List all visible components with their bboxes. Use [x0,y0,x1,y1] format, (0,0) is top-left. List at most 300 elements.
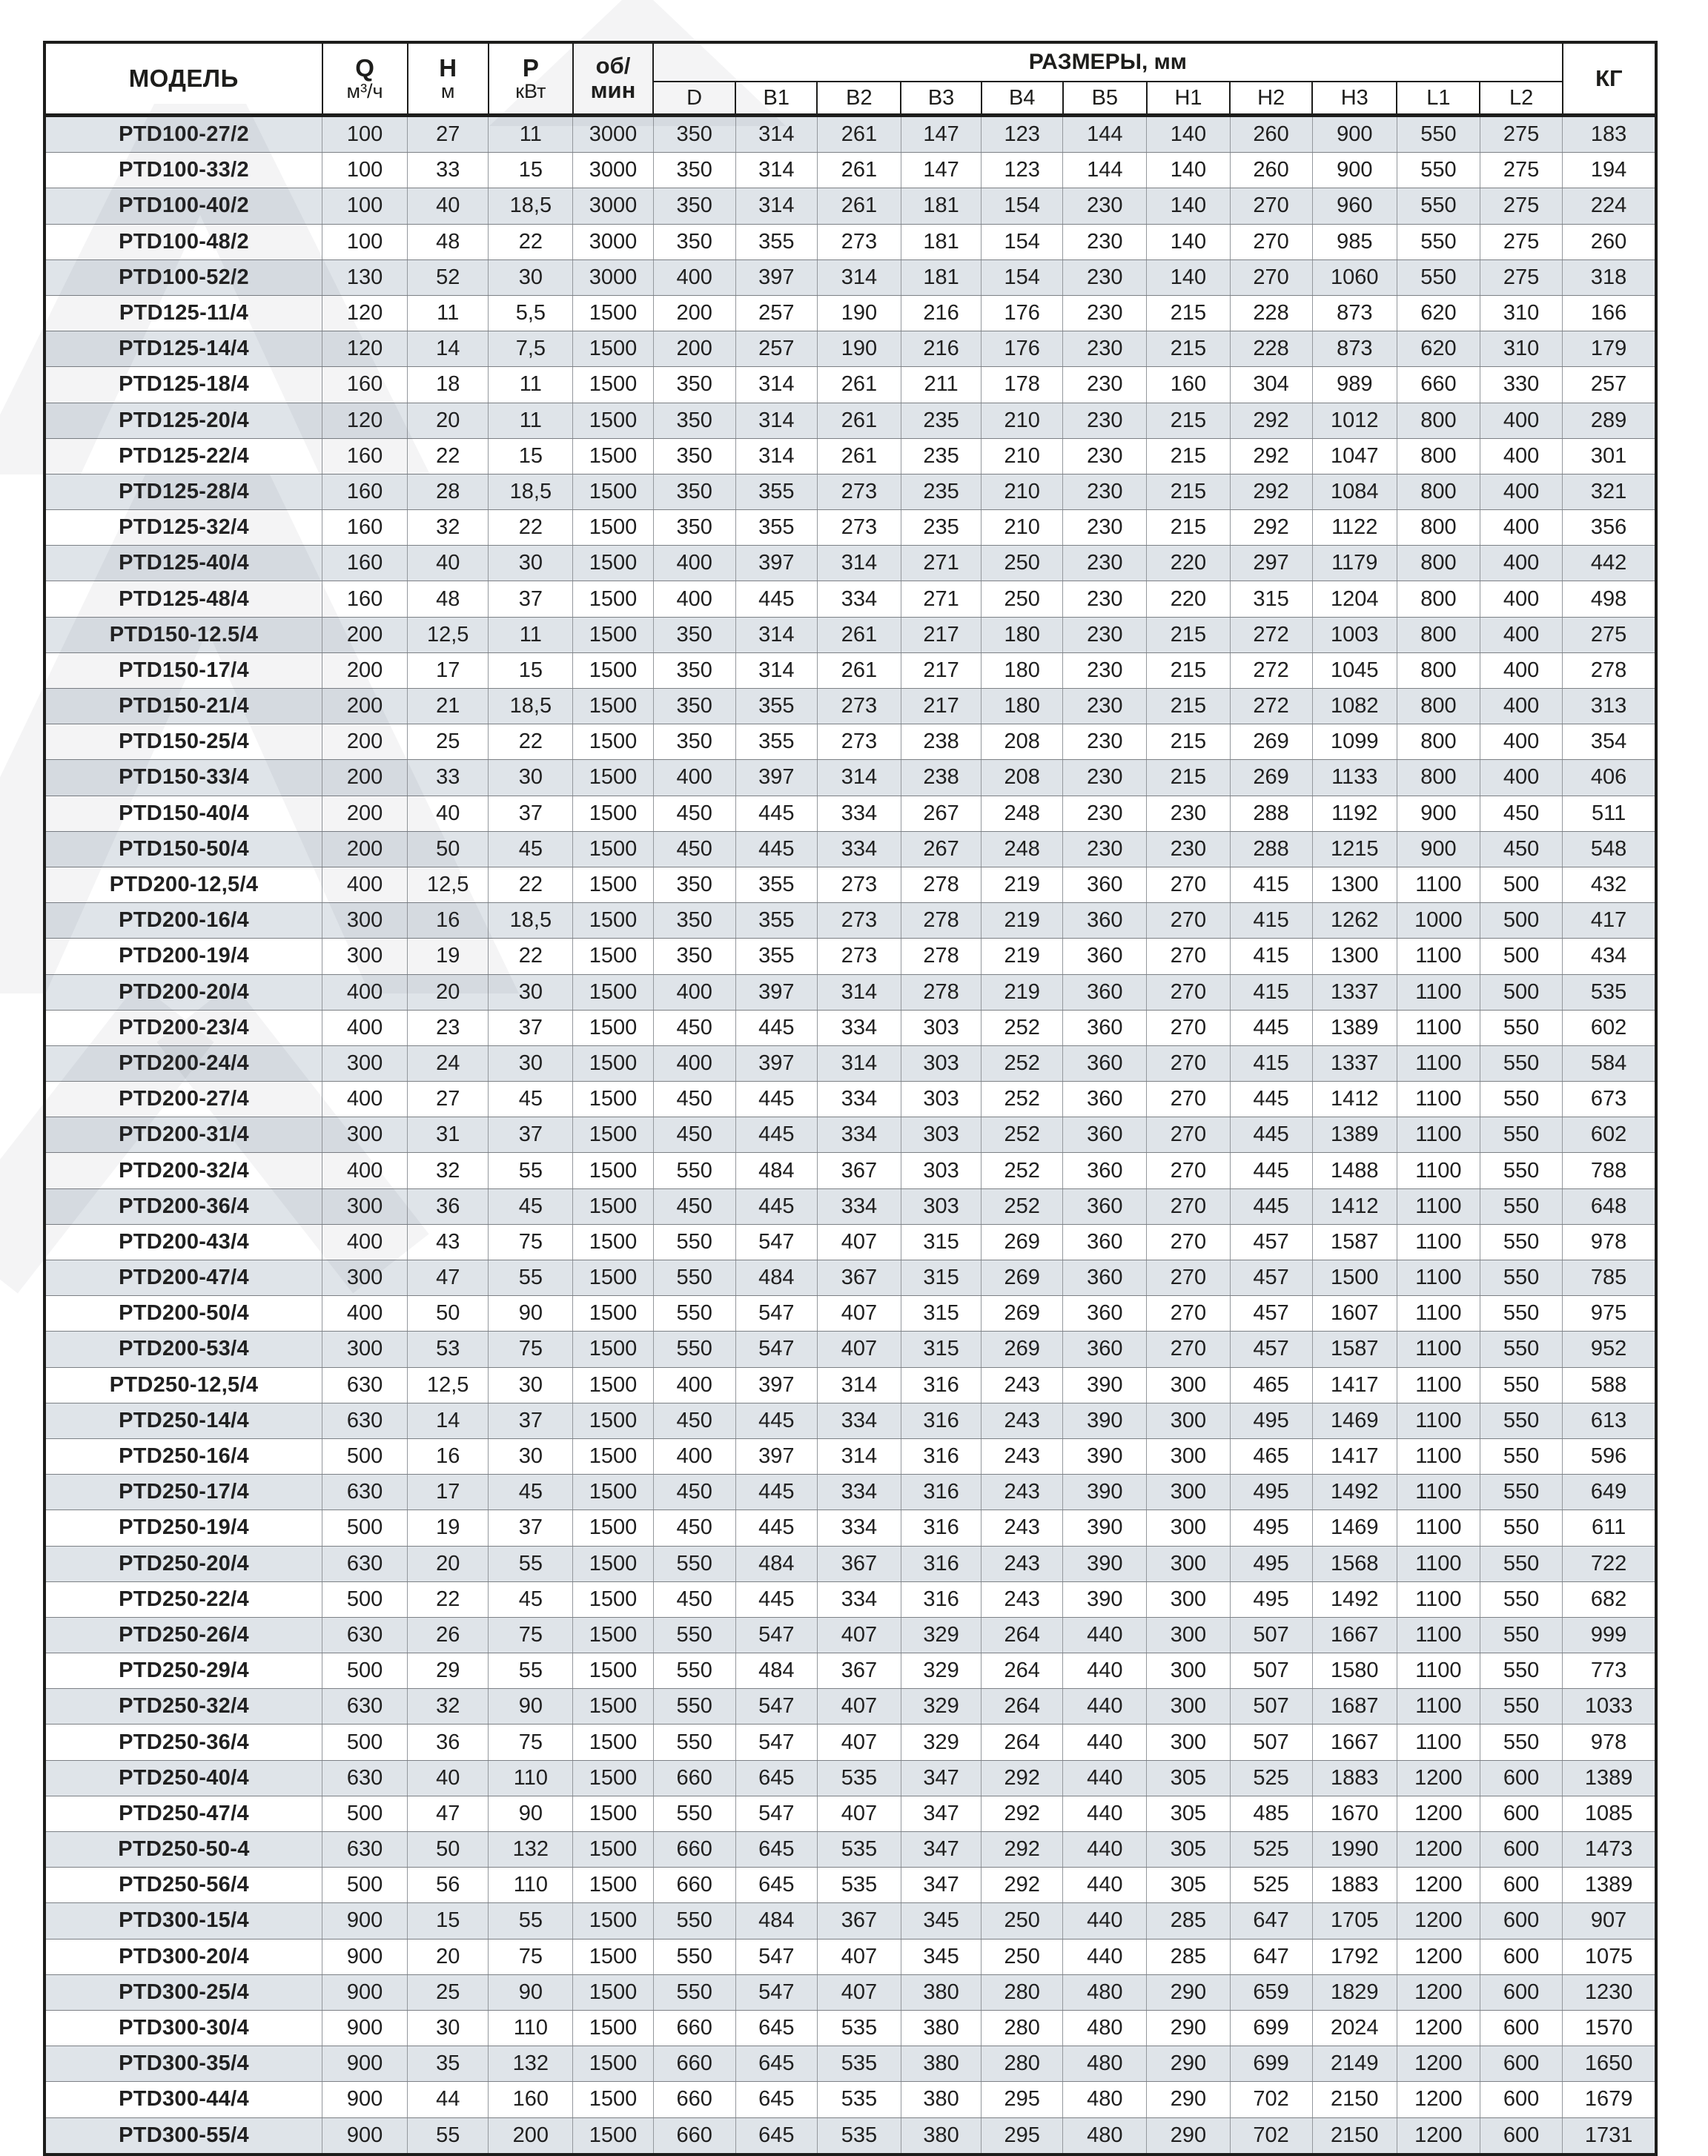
value-cell: 1500 [573,760,653,796]
col-header-d: D [653,82,735,116]
value-cell: 147 [901,116,981,153]
value-cell: 1389 [1563,1760,1656,1796]
value-cell: 498 [1563,581,1656,617]
value-cell: 30 [489,1367,573,1403]
col-header-h3: H3 [1312,82,1397,116]
value-cell: 7,5 [489,331,573,367]
value-cell: 440 [1063,1760,1147,1796]
value-cell: 230 [1063,652,1147,688]
value-cell: 380 [901,2082,981,2117]
value-cell: 248 [982,796,1063,831]
table-row [44,1903,1656,1939]
model-cell: PTD125-14/4 [44,331,322,367]
rpm-line2: мин [590,77,636,103]
value-cell: 290 [1147,2046,1230,2082]
table-row [44,1510,1656,1546]
value-cell: 1670 [1312,1796,1397,1831]
model-cell: PTD200-23/4 [44,1010,322,1045]
value-cell: 367 [817,1653,901,1689]
value-cell: 355 [735,903,817,939]
value-cell: 100 [322,153,408,188]
model-cell: PTD125-18/4 [44,367,322,403]
value-cell: 350 [653,724,735,760]
value-cell: 25 [408,724,489,760]
value-cell: 37 [489,1510,573,1546]
value-cell: 235 [901,403,981,438]
value-cell: 31 [408,1117,489,1153]
value-cell: 1500 [573,1974,653,2010]
value-cell: 1200 [1397,1974,1480,2010]
value-cell: 75 [489,1725,573,1760]
value-cell: 278 [901,939,981,974]
value-cell: 390 [1063,1367,1147,1403]
value-cell: 220 [1147,546,1230,581]
value-cell: 230 [1063,331,1147,367]
value-cell: 800 [1397,510,1480,546]
value-cell: 400 [322,1224,408,1260]
value-cell: 400 [1480,689,1562,724]
p-label: Р [522,53,539,82]
value-cell: 900 [1397,831,1480,867]
value-cell: 216 [901,331,981,367]
value-cell: 1500 [573,1332,653,1367]
value-cell: 1500 [573,1045,653,1081]
value-cell: 1100 [1397,1153,1480,1188]
value-cell: 480 [1063,1974,1147,2010]
value-cell: 292 [982,1796,1063,1831]
value-cell: 702 [1230,2117,1312,2155]
value-cell: 181 [901,224,981,259]
value-cell: 445 [735,1010,817,1045]
value-cell: 56 [408,1868,489,1903]
value-cell: 48 [408,581,489,617]
model-cell: PTD250-29/4 [44,1653,322,1689]
value-cell: 314 [735,403,817,438]
value-cell: 230 [1063,474,1147,509]
value-cell: 215 [1147,689,1230,724]
value-cell: 1100 [1397,1546,1480,1581]
value-cell: 484 [735,1260,817,1296]
value-cell: 334 [817,796,901,831]
value-cell: 1568 [1312,1546,1397,1581]
value-cell: 215 [1147,331,1230,367]
value-cell: 270 [1147,903,1230,939]
value-cell: 1500 [573,367,653,403]
value-cell: 1500 [573,867,653,902]
value-cell: 120 [322,295,408,331]
col-header-l2: L2 [1480,82,1562,116]
value-cell: 397 [735,1438,817,1474]
value-cell: 32 [408,1153,489,1188]
value-cell: 1500 [573,546,653,581]
value-cell: 360 [1063,1082,1147,1117]
value-cell: 440 [1063,1903,1147,1939]
value-cell: 190 [817,295,901,331]
value-cell: 550 [653,1332,735,1367]
value-cell: 280 [982,2010,1063,2046]
value-cell: 303 [901,1188,981,1224]
value-cell: 900 [322,2010,408,2046]
table-row [44,153,1656,188]
value-cell: 228 [1230,331,1312,367]
value-cell: 1100 [1397,1510,1480,1546]
table-row [44,1725,1656,1760]
value-cell: 602 [1563,1010,1656,1045]
model-cell: PTD250-56/4 [44,1868,322,1903]
value-cell: 321 [1563,474,1656,509]
value-cell: 230 [1063,403,1147,438]
value-cell: 630 [322,1689,408,1725]
value-cell: 400 [653,1438,735,1474]
value-cell: 215 [1147,510,1230,546]
value-cell: 200 [322,724,408,760]
value-cell: 400 [653,259,735,295]
value-cell: 1300 [1312,939,1397,974]
value-cell: 316 [901,1475,981,1510]
value-cell: 480 [1063,2082,1147,2117]
value-cell: 350 [653,474,735,509]
value-cell: 238 [901,760,981,796]
value-cell: 30 [489,760,573,796]
value-cell: 440 [1063,1653,1147,1689]
model-cell: PTD125-11/4 [44,295,322,331]
value-cell: 600 [1480,2010,1562,2046]
value-cell: 30 [489,259,573,295]
value-cell: 200 [322,831,408,867]
col-header-q [322,42,408,116]
table-row [44,1153,1656,1188]
value-cell: 999 [1563,1617,1656,1653]
value-cell: 1100 [1397,867,1480,902]
value-cell: 314 [735,438,817,474]
value-cell: 271 [901,581,981,617]
value-cell: 978 [1563,1725,1656,1760]
value-cell: 400 [322,1010,408,1045]
model-cell: PTD250-47/4 [44,1796,322,1831]
value-cell: 550 [653,1653,735,1689]
value-cell: 300 [1147,1510,1230,1546]
value-cell: 5,5 [489,295,573,331]
value-cell: 611 [1563,1510,1656,1546]
value-cell: 15 [489,153,573,188]
value-cell: 900 [1312,116,1397,153]
value-cell: 350 [653,403,735,438]
value-cell: 647 [1230,1903,1312,1939]
model-cell: PTD250-26/4 [44,1617,322,1653]
value-cell: 900 [322,1974,408,2010]
value-cell: 380 [901,2010,981,2046]
value-cell: 722 [1563,1546,1656,1581]
value-cell: 1469 [1312,1510,1397,1546]
value-cell: 900 [322,2046,408,2082]
value-cell: 535 [817,2082,901,2117]
value-cell: 100 [322,188,408,224]
model-cell: PTD250-14/4 [44,1403,322,1438]
value-cell: 800 [1397,760,1480,796]
value-cell: 300 [1147,1617,1230,1653]
value-cell: 800 [1397,474,1480,509]
value-cell: 445 [735,1510,817,1546]
value-cell: 495 [1230,1581,1312,1617]
value-cell: 1492 [1312,1581,1397,1617]
value-cell: 30 [408,2010,489,2046]
value-cell: 1060 [1312,259,1397,295]
value-cell: 1500 [573,974,653,1010]
value-cell: 550 [653,1796,735,1831]
value-cell: 645 [735,2082,817,2117]
table-row [44,474,1656,509]
value-cell: 37 [489,1010,573,1045]
value-cell: 1500 [573,474,653,509]
value-cell: 1200 [1397,2082,1480,2117]
value-cell: 292 [1230,403,1312,438]
value-cell: 1084 [1312,474,1397,509]
value-cell: 600 [1480,2117,1562,2155]
value-cell: 507 [1230,1653,1312,1689]
value-cell: 380 [901,1974,981,2010]
value-cell: 100 [322,116,408,153]
value-cell: 1200 [1397,1832,1480,1868]
value-cell: 800 [1397,438,1480,474]
value-cell: 314 [735,617,817,652]
value-cell: 1100 [1397,939,1480,974]
col-header-l1: L1 [1397,82,1480,116]
table-row [44,1403,1656,1438]
value-cell: 547 [735,1332,817,1367]
model-cell: PTD300-15/4 [44,1903,322,1939]
value-cell: 270 [1147,1188,1230,1224]
value-cell: 457 [1230,1296,1312,1332]
value-cell: 407 [817,1796,901,1831]
value-cell: 457 [1230,1224,1312,1260]
value-cell: 37 [489,1117,573,1153]
value-cell: 230 [1063,259,1147,295]
col-header-b5: B5 [1063,82,1147,116]
value-cell: 275 [1480,153,1562,188]
table-header [44,42,1656,116]
value-cell: 440 [1063,1796,1147,1831]
value-cell: 873 [1312,331,1397,367]
value-cell: 334 [817,1581,901,1617]
value-cell: 290 [1147,2082,1230,2117]
value-cell: 500 [322,1868,408,1903]
value-cell: 500 [322,1510,408,1546]
value-cell: 270 [1147,1224,1230,1260]
value-cell: 354 [1563,724,1656,760]
value-cell: 445 [735,1117,817,1153]
value-cell: 270 [1147,867,1230,902]
value-cell: 297 [1230,546,1312,581]
table-row [44,1796,1656,1831]
value-cell: 314 [735,652,817,688]
value-cell: 360 [1063,1188,1147,1224]
value-cell: 1500 [1312,1260,1397,1296]
value-cell: 270 [1147,1082,1230,1117]
value-cell: 40 [408,546,489,581]
value-cell: 230 [1147,796,1230,831]
value-cell: 270 [1230,188,1312,224]
value-cell: 1580 [1312,1653,1397,1689]
model-cell: PTD250-12,5/4 [44,1367,322,1403]
value-cell: 292 [982,1868,1063,1903]
value-cell: 15 [489,652,573,688]
value-cell: 260 [1563,224,1656,259]
value-cell: 250 [982,1939,1063,1974]
value-cell: 620 [1397,295,1480,331]
value-cell: 1100 [1397,974,1480,1010]
value-cell: 535 [817,1760,901,1796]
value-cell: 140 [1147,259,1230,295]
value-cell: 314 [735,116,817,153]
value-cell: 238 [901,724,981,760]
value-cell: 360 [1063,1260,1147,1296]
value-cell: 210 [982,403,1063,438]
value-cell: 400 [1480,760,1562,796]
value-cell: 53 [408,1332,489,1367]
value-cell: 160 [322,367,408,403]
model-cell: PTD150-21/4 [44,689,322,724]
value-cell: 1500 [573,724,653,760]
value-cell: 480 [1063,2117,1147,2155]
value-cell: 495 [1230,1403,1312,1438]
value-cell: 47 [408,1796,489,1831]
table-row [44,1939,1656,1974]
table-row [44,295,1656,331]
value-cell: 400 [322,1153,408,1188]
value-cell: 400 [322,974,408,1010]
value-cell: 272 [1230,617,1312,652]
value-cell: 300 [1147,1403,1230,1438]
value-cell: 1500 [573,1868,653,1903]
model-cell: PTD200-36/4 [44,1188,322,1224]
value-cell: 400 [653,1367,735,1403]
value-cell: 166 [1563,295,1656,331]
value-cell: 270 [1230,224,1312,259]
value-cell: 1500 [573,1939,653,1974]
value-cell: 440 [1063,1868,1147,1903]
value-cell: 960 [1312,188,1397,224]
model-cell: PTD250-32/4 [44,1689,322,1725]
value-cell: 360 [1063,1045,1147,1081]
value-cell: 75 [489,1224,573,1260]
value-cell: 329 [901,1653,981,1689]
value-cell: 547 [735,1689,817,1725]
value-cell: 407 [817,1689,901,1725]
value-cell: 407 [817,1224,901,1260]
value-cell: 630 [322,1617,408,1653]
value-cell: 1192 [1312,796,1397,831]
value-cell: 55 [489,1903,573,1939]
model-cell: PTD150-17/4 [44,652,322,688]
value-cell: 316 [901,1438,981,1474]
value-cell: 314 [817,974,901,1010]
value-cell: 1731 [1563,2117,1656,2155]
value-cell: 314 [817,1438,901,1474]
model-cell: PTD250-40/4 [44,1760,322,1796]
value-cell: 300 [1147,1581,1230,1617]
value-cell: 45 [489,831,573,867]
value-cell: 1200 [1397,2010,1480,2046]
value-cell: 257 [1563,367,1656,403]
value-cell: 1200 [1397,2046,1480,2082]
value-cell: 550 [1480,1653,1562,1689]
value-cell: 1389 [1563,1868,1656,1903]
value-cell: 30 [489,974,573,1010]
value-cell: 35 [408,2046,489,2082]
value-cell: 907 [1563,1903,1656,1939]
value-cell: 305 [1147,1868,1230,1903]
value-cell: 217 [901,689,981,724]
table-row [44,116,1656,153]
value-cell: 660 [653,1832,735,1868]
value-cell: 1500 [573,2117,653,2155]
value-cell: 40 [408,1760,489,1796]
value-cell: 400 [1480,474,1562,509]
value-cell: 300 [322,1117,408,1153]
value-cell: 27 [408,1082,489,1117]
model-cell: PTD250-22/4 [44,1581,322,1617]
value-cell: 314 [817,546,901,581]
value-cell: 37 [489,581,573,617]
table-row [44,1260,1656,1296]
value-cell: 1500 [573,1224,653,1260]
value-cell: 160 [322,510,408,546]
value-cell: 1100 [1397,1581,1480,1617]
value-cell: 450 [653,796,735,831]
value-cell: 270 [1147,1010,1230,1045]
value-cell: 334 [817,1475,901,1510]
model-cell: PTD100-33/2 [44,153,322,188]
value-cell: 310 [1480,331,1562,367]
value-cell: 975 [1563,1296,1656,1332]
value-cell: 600 [1480,2082,1562,2117]
value-cell: 25 [408,1974,489,2010]
value-cell: 316 [901,1546,981,1581]
value-cell: 645 [735,2010,817,2046]
value-cell: 495 [1230,1475,1312,1510]
value-cell: 270 [1147,1296,1230,1332]
value-cell: 334 [817,1082,901,1117]
value-cell: 550 [1480,1153,1562,1188]
value-cell: 484 [735,1153,817,1188]
value-cell: 1488 [1312,1153,1397,1188]
value-cell: 673 [1563,1082,1656,1117]
value-cell: 400 [322,1296,408,1332]
value-cell: 300 [322,903,408,939]
value-cell: 123 [982,116,1063,153]
value-cell: 315 [901,1296,981,1332]
model-cell: PTD200-27/4 [44,1082,322,1117]
value-cell: 300 [322,1260,408,1296]
model-cell: PTD200-12,5/4 [44,867,322,902]
h-unit: м [440,80,455,103]
value-cell: 547 [735,1725,817,1760]
value-cell: 230 [1063,546,1147,581]
value-cell: 235 [901,438,981,474]
value-cell: 1337 [1312,974,1397,1010]
value-cell: 270 [1147,1332,1230,1367]
value-cell: 660 [653,2117,735,2155]
value-cell: 36 [408,1188,489,1224]
value-cell: 440 [1063,1939,1147,1974]
value-cell: 350 [653,903,735,939]
value-cell: 140 [1147,153,1230,188]
value-cell: 14 [408,331,489,367]
value-cell: 1100 [1397,1224,1480,1260]
value-cell: 144 [1063,116,1147,153]
value-cell: 900 [322,1939,408,1974]
value-cell: 347 [901,1760,981,1796]
